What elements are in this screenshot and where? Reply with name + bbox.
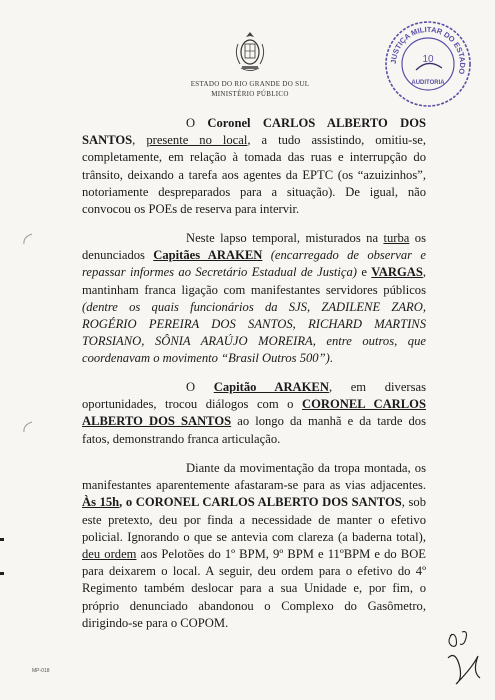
ministry-heading: MINISTÉRIO PÚBLICO xyxy=(211,90,289,98)
p1-present-text: presente no local xyxy=(146,133,248,148)
p4-text-a: Diante da movimentação da tropa montada, os manifestantes aparentemente afastaram-se para as vias adjacentes. xyxy=(82,461,426,493)
p2-captains: Capitães ARAKEN xyxy=(153,248,263,263)
paragraph-1 xyxy=(82,115,426,218)
stamp-ring-text: JUSTIÇA MILITAR DO ESTADO xyxy=(388,24,468,76)
p2-text-c xyxy=(262,248,270,262)
p4-order: deu ordem xyxy=(82,547,137,562)
paragraph-3 xyxy=(82,379,426,448)
stamp-number: 10 xyxy=(422,54,434,65)
p1-text-b: , xyxy=(132,133,147,148)
court-stamp xyxy=(382,18,474,110)
p2-vargas: VARGAS xyxy=(371,265,423,280)
p4-colonel: CORONEL CARLOS ALBERTO DOS SANTOS xyxy=(135,495,402,510)
p3-captain: Capitão ARAKEN xyxy=(213,380,329,394)
p4-text-b: , o xyxy=(119,495,136,510)
p2-turba: turba xyxy=(383,231,410,245)
form-code: MP-018 xyxy=(32,668,50,674)
p3-text-c: ao longo da manhã e da tarde dos fatos, demonstrando franca articulação. xyxy=(82,414,426,446)
p2-text-d: e xyxy=(356,265,372,280)
state-heading: ESTADO DO RIO GRANDE DO SUL xyxy=(190,80,310,88)
p2-paren-1: (encarregado de observar e repassar informes ao Secretário Estadual de Justiça) xyxy=(82,248,426,280)
p3-text-b: , em diversas oportunidades, trocou diálogos com o xyxy=(82,380,426,412)
stamp-footer-text: AUDITORIA xyxy=(411,80,445,86)
p4-text-d: aos Pelotões do 1º BPM, 9º BPM e 11ºBPM e do BOE para deixarem o local. A seguir, deu ordem para o efetivo do 4º Regimento também deslocar para a sua Unidade e, por fim, o próprio denunciado abandonou o Complexo do Gasômetro, dirigindo-se para o COPOM. xyxy=(82,547,426,630)
p1-text-a: O xyxy=(186,116,208,130)
p2-text-a: Neste lapso temporal, misturados na xyxy=(186,231,384,245)
paragraph-2 xyxy=(82,230,426,368)
edge-mark xyxy=(0,572,4,575)
p2-paren-2: (dentre os quais funcionários da SJS, ZADILENE ZARO, ROGÉRIO PEREIRA DOS SANTOS, RICHARD MARTINS TORSIANO, SÔNIA ARAÚJO MOREIRA, entre outros, que coordenavam o movimento “Brasil Outros 500”) xyxy=(82,299,426,366)
p2-text-f: . xyxy=(329,351,333,366)
p1-colonel-name: Coronel CARLOS ALBERTO DOS SANTOS xyxy=(82,116,426,148)
p3-colonel: CORONEL CARLOS ALBERTO DOS SANTOS xyxy=(82,397,426,429)
p2-text-e: , mantinham franca ligação com manifestantes servidores públicos xyxy=(82,265,426,297)
margin-mark xyxy=(20,232,34,246)
margin-mark xyxy=(20,420,34,434)
p3-text-a: O xyxy=(186,380,214,394)
paragraph-4 xyxy=(82,460,426,632)
p1-text-c: , a tudo assistindo, omitiu-se, completamente, em relação à tomada das ruas e interrupção do trânsito, deixando a tarefa aos agentes da EPTC (os “azuizinhos”, notoriamente despreparados para a situação). De igual, não convocou os POEs de reserva para intervir. xyxy=(82,133,426,217)
p2-text-b: os denunciados xyxy=(82,231,426,263)
p4-time: Às 15h xyxy=(82,495,120,510)
edge-mark xyxy=(0,538,4,541)
p4-text-c: , sob este pretexto, deu por finda a necessidade de manter o efetivo policial. Ignorando o que se antevia com clareza (a baderna total), xyxy=(82,495,427,544)
coat-of-arms-emblem xyxy=(232,30,268,74)
handwritten-initials xyxy=(442,628,484,688)
